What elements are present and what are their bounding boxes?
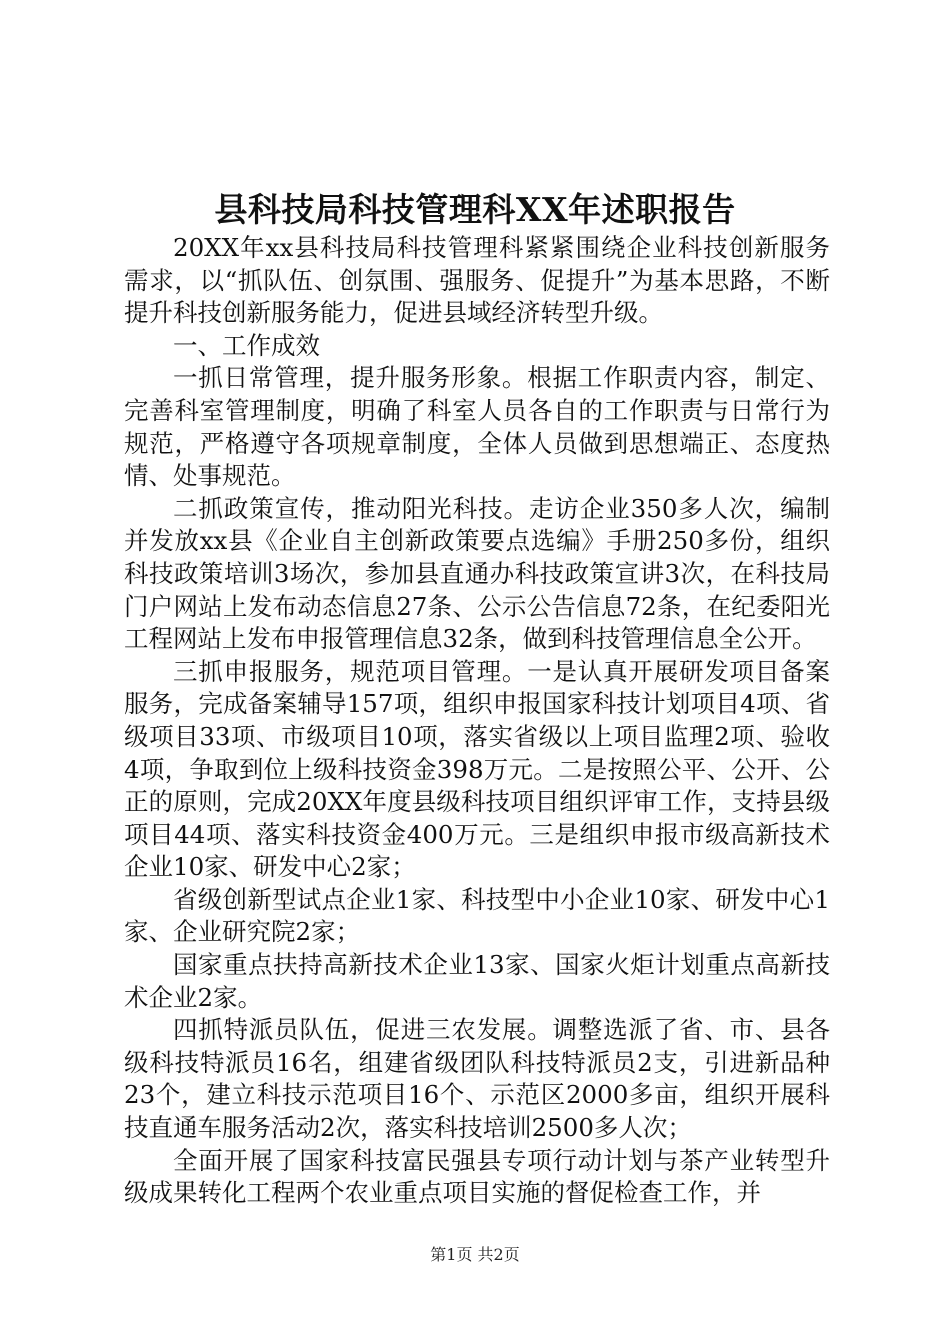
paragraph-special-commissioners: 四抓特派员队伍，促进三农发展。调整选派了省、市、县各级科技特派员16名，组建省级团队科技特派员2支，引进新品种23个，建立科技示范项目16个、示范区2000多亩，组织开展科技直通车服务活动2次，落实科技培训2500多人次； [124,1015,830,1143]
section-heading-work-results: 一、工作成效 [173,330,320,360]
paragraph-intro: 20XX年xx县科技局科技管理科紧紧围绕企业科技创新服务需求，以“抓队伍、创氛围、强服务、促提升”为基本思路，不断提升科技创新服务能力，促进县域经济转型升级。 [124,233,830,328]
paragraph-application-service: 三抓申报服务，规范项目管理。一是认真开展研发项目备案服务，完成备案辅导157项，组织申报国家科技计划项目4项、省级项目33项、市级项目10项，落实省级以上项目监理2项、验收4项，争取到位上级科技资金398万元。二是按照公平、公开、公正的原则，完成20XX年度县级科技项目组织评审工作，支持县级项目44项、落实科技资金400万元。三是组织申报市级高新技术企业10家、研发中心2家； [124,656,830,882]
document-body [124,232,830,1210]
document-title: 县科技局科技管理科XX年述职报告 [214,190,736,229]
paragraph-policy-publicity: 二抓政策宣传，推动阳光科技。走访企业350多人次，编制并发放xx县《企业自主创新政策要点选编》手册250多份，组织科技政策培训3场次，参加县直通办科技政策宣讲3次，在科技局门户网站上发布动态信息27条、公示公告信息72条，在纪委阳光工程网站上发布申报管理信息32条，做到科技管理信息全公开。 [124,493,830,654]
paragraph-national-enterprises: 国家重点扶持高新技术企业13家、国家火炬计划重点高新技术企业2家。 [124,950,830,1012]
paragraph-inspection-work: 全面开展了国家科技富民强县专项行动计划与茶产业转型升级成果转化工程两个农业重点项目实施的督促检查工作，并 [124,1145,830,1208]
paragraph-daily-management: 一抓日常管理，提升服务形象。根据工作职责内容，制定、完善科室管理制度，明确了科室人员各自的工作职责与日常行为规范，严格遵守各项规章制度，全体人员做到思想端正、态度热情、处事规范。 [124,363,830,491]
page-number-footer: 第1页 共2页 [430,1245,520,1264]
paragraph-provincial-enterprises: 省级创新型试点企业1家、科技型中小企业10家、研发中心1家、企业研究院2家； [124,884,830,947]
